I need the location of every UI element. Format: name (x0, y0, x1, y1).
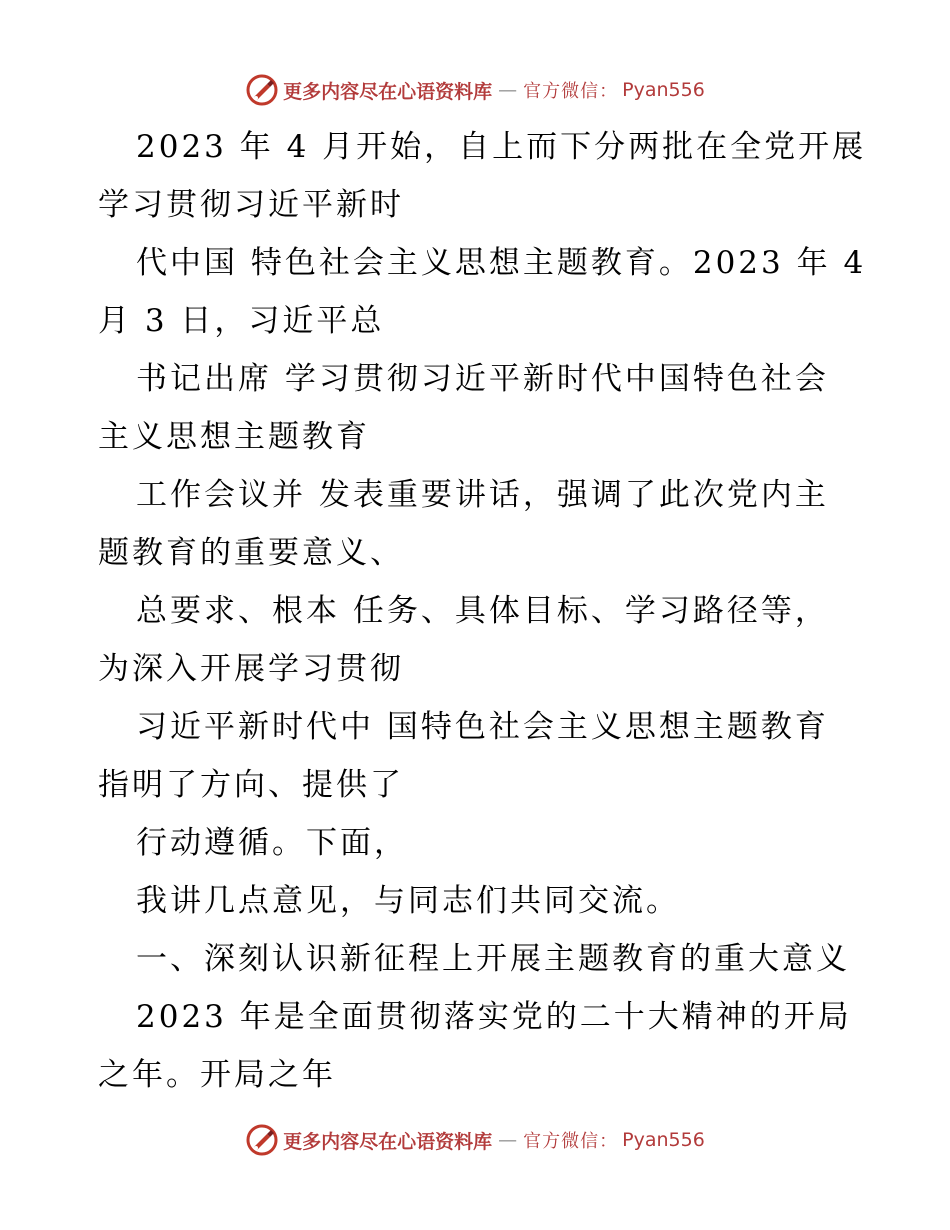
paragraph-line: 指明了方向、提供了 (98, 767, 404, 803)
paragraph-line: 学习贯彻习近平新时 (98, 187, 404, 223)
body-text (98, 118, 867, 1104)
paragraph-line: 书记出席 学习贯彻习近平新时代中国特色社会 (136, 361, 829, 397)
header-watermark (0, 70, 950, 110)
paragraph-line: 为深入开展学习贯彻 (98, 651, 404, 687)
paragraph-line: 题教育的重要意义、 (98, 535, 404, 571)
paragraph-line: 总要求、根本 任务、具体目标、学习路径等， (136, 593, 829, 629)
pen-logo-icon (245, 1123, 279, 1157)
paragraph-line: 2023 年 4 月开始，自上而下分两批在全党开展 (136, 129, 867, 165)
watermark-contact-id: Pyan556 (622, 79, 705, 101)
watermark-dash: — (498, 1129, 518, 1151)
watermark-contact-id: Pyan556 (622, 1129, 705, 1151)
paragraph-line: 月 3 日，习近平总 (98, 303, 385, 339)
pen-logo-icon (245, 73, 279, 107)
watermark-site-text: 更多内容尽在心语资料库 (283, 80, 493, 103)
paragraph-line: 代中国 特色社会主义思想主题教育。2023 年 4 (136, 245, 867, 281)
watermark-contact-label: 官方微信： (523, 1131, 619, 1152)
paragraph-line: 主义思想主题教育 (98, 419, 370, 455)
paragraph-line: 习近平新时代中 国特色社会主义思想主题教育 (136, 709, 829, 745)
paragraph-line: 我讲几点意见，与同志们共同交流。 (136, 883, 680, 919)
paragraph-line: 行动遵循。下面， (136, 825, 408, 861)
watermark-contact-label: 官方微信： (523, 81, 619, 102)
footer-watermark (0, 1120, 950, 1160)
paragraph-line: 工作会议并 发表重要讲话，强调了此次党内主 (136, 477, 829, 513)
watermark-site-text: 更多内容尽在心语资料库 (283, 1130, 493, 1153)
watermark-dash: — (498, 79, 518, 101)
paragraph-line: 2023 年是全面贯彻落实党的二十大精神的开局 (136, 999, 852, 1035)
paragraph-line: 之年。开局之年 (98, 1057, 336, 1093)
paragraph-line: 一、深刻认识新征程上开展主题教育的重大意义 (136, 941, 850, 977)
